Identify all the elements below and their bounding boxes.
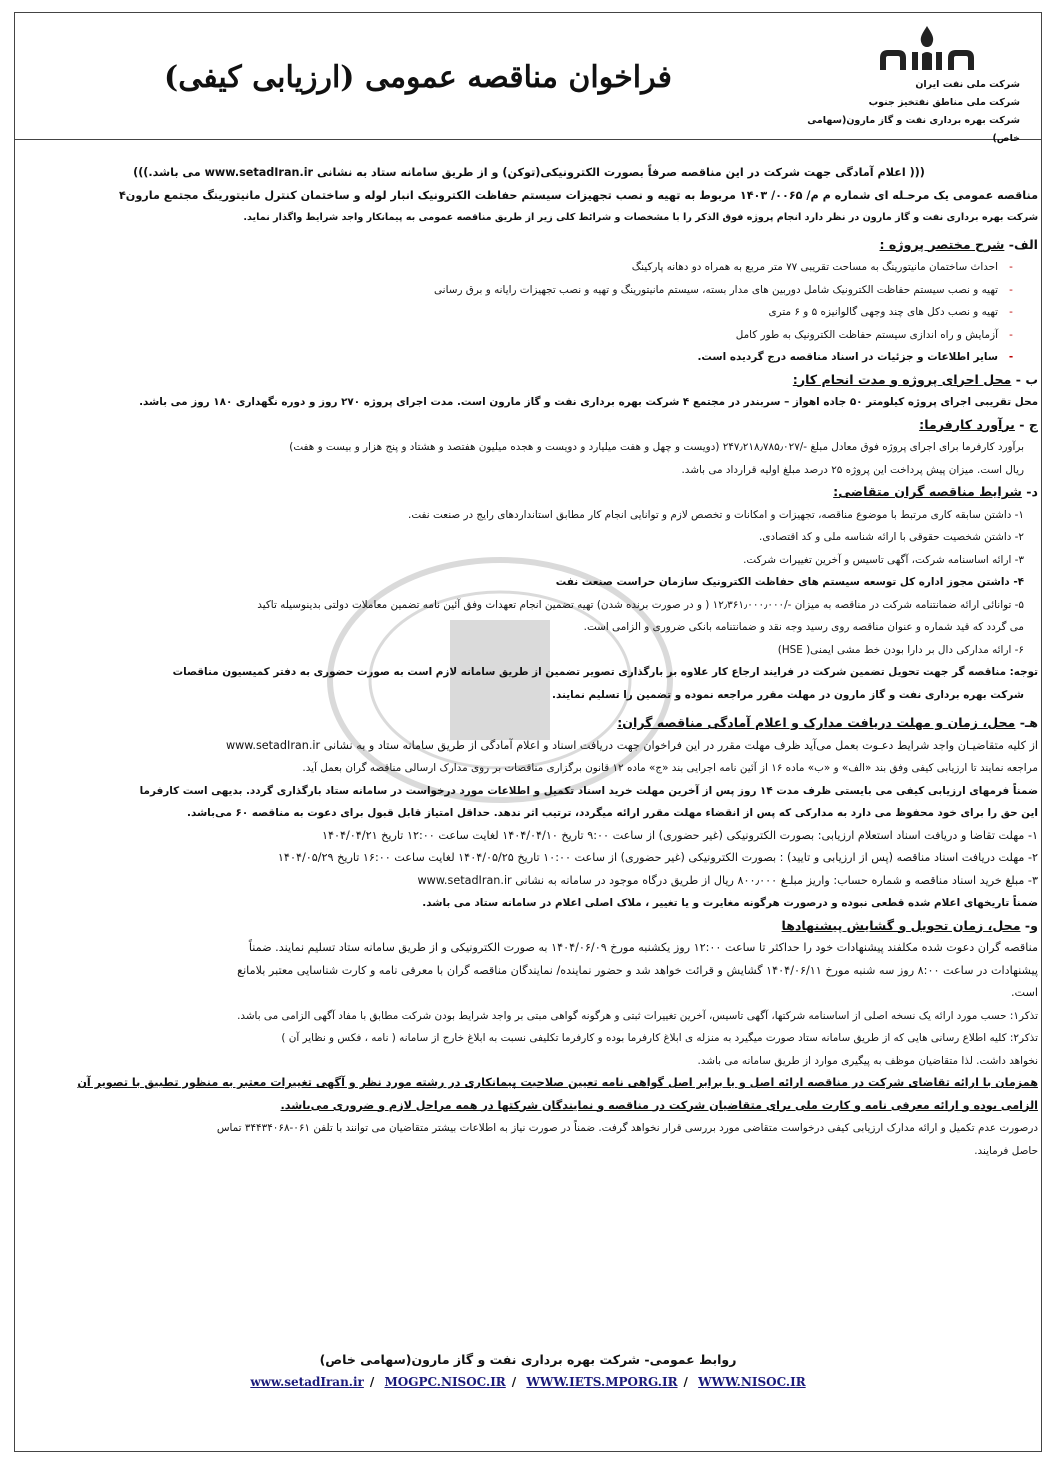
section-h-prefix: هـ- [1015, 715, 1038, 730]
footer-links [14, 1375, 1042, 1389]
section-b-text: محل تقریبی اجرای پروژه کیلومتر ۵۰ جاده اهواز – سربندر در مجتمع ۴ شرکت بهره برداری نفت و گاز مارون است. مدت اجرای پروژه ۲۷۰ روز و دوره نگهداری ۱۸۰ روز می باشد. [139, 396, 1038, 408]
section-h-paragraph-3: ضمناً فرمهای ارزیابی کیفی می بایستی ظرف مدت ۱۴ روز پس از آخرین مهلت خرید اسناد تکمیل و اطلاعات مورد درخواست در سامانه ستاد بارگذاری گردد. بدیهی است کارفرما [139, 784, 1038, 797]
section-c-prefix: ج - [1014, 416, 1038, 432]
section-h-deadline-2: ۲- مهلت دریافت اسناد مناقصه (پس از ارزیابی و تایید) : بصورت الکترونیکی (غیر حضوری) از ساعت ۱۰:۰۰ تاریخ ۱۴۰۴/۰۵/۲۵ لغایت ساعت ۱۶:۰۰ تاریخ ۱۴۰۴/۰۵/۲۹ [277, 851, 1038, 864]
section-a-item-text: آزمایش و راه اندازی سیستم حفاظت الکترونیک به طور کامل [735, 328, 998, 341]
footer [14, 1352, 1042, 1389]
announcement-body [20, 162, 1038, 1162]
page-title: فراخوان مناقصه عمومی (ارزیابی کیفی) [164, 60, 672, 95]
section-v-paragraph-3: است. [1010, 986, 1038, 999]
section-d-item: ۱- داشتن سابقه کاری مرتبط با موضوع مناقصه، تجهیزات و امکانات و تخصص لازم و توانایی انجام کار مطابق استانداردهای رایج در صنعت نفت. [408, 508, 1024, 521]
section-h-deadline-1: ۱- مهلت تقاضا و دریافت اسناد استعلام ارزیابی: بصورت الکترونیکی (غیر حضوری) از ساعت ۹:۰۰ تاریخ ۱۴۰۴/۰۴/۱۰ لغایت ساعت ۱۲:۰۰ تاریخ ۱۴۰۴/۰۴/۲۱ [321, 828, 1038, 842]
nioc-logo-icon [872, 24, 982, 74]
section-v-note-2: تذکر۲: کلیه اطلاع رسانی هایی که از طریق سامانه ستاد صورت میگیرد به منزله ی ابلاغ کارفرما بوده و کارفرما تکلیفی نسبت به ابلاغ خارج از سامانه ( نامه ، فکس و نظایر آن ) [281, 1032, 1038, 1044]
bullet-dash-icon: - [1009, 283, 1013, 296]
section-a-item [20, 256, 1038, 279]
link-separator: / [369, 1375, 375, 1389]
section-a-prefix: الف- [1004, 236, 1038, 252]
intro-line-3: شرکت بهره برداری نفت و گاز مارون در نظر دارد انجام پروژه فوق الذکر را با مشخصات و شرائط کلی زیر از طریق مناقصه عمومی به پیمانکار واجد شرایط واگذار نماید. [243, 212, 1038, 223]
section-d-item: ۵- توانائی ارائه ضمانتنامه شرکت در مناقصه به میزان -/۱۲٫۳۶۱٫۰۰۰٫۰۰۰ ( و در صورت برنده شدن) تهیه تضمین انجام تعهدات وفق آئین نامه تضمین معاملات دولتی بدینوسیله تاکید [257, 598, 1024, 611]
section-a-item-text: تهیه و نصب دکل های چند وجهی گالوانیزه ۵ و ۶ متری [768, 306, 998, 318]
link-nisoc[interactable]: WWW.NISOC.IR [698, 1375, 806, 1389]
section-v-requirement-1: همزمان با ارائه تقاضای شرکت در مناقصه ارائه اصل و یا برابر اصل گواهی نامه تعیین صلاحیت پیمانکاری در رشته مورد نظر و آگهی تغییرات معتبر به منظور تطبیق با تصویر آن [77, 1076, 1038, 1089]
section-a-item-text: تهیه و نصب سیستم حفاظت الکترونیک شامل دوربین های مدار بسته، سیستم مانیتورینگ و تهیه و نصب تجهیزات رایانه و برق رسانی [434, 283, 998, 296]
section-v-ending-2: حاصل فرمایند. [974, 1144, 1038, 1157]
section-d-note-1: توجه: مناقصه گر جهت تحویل تضمین شرکت در فرایند ارجاع کار علاوه بر بارگذاری تصویر تضمین از طریق سامانه لازم است به صورت حضوری به دفتر کمیسیون مناقصات [172, 666, 1038, 678]
section-v-paragraph-2: پیشنهادات در ساعت ۸:۰۰ روز سه شنبه مورخ ۱۴۰۴/۰۶/۱۱ گشایش و قرائت خواهد شد و حضور نماینده/ نمایندگان مناقصه گران با معرفی نامه و کارت شناسایی معتبر بلامانع [237, 963, 1038, 977]
section-v-note-3: نخواهد داشت. لذا متقاضیان موظف به پیگیری موارد از طریق سامانه می باشد. [697, 1054, 1038, 1067]
section-d-item: ۶- ارائه مدارکی دال بر دارا بودن خط مشی ایمنی( HSE) [777, 643, 1024, 656]
section-a-item [20, 301, 1038, 324]
section-h-paragraph-4: این حق را برای خود محفوظ می دارد به مدارکی که پس از انقضاء مهلت مقرر ارائه میگردد، ترتیب اثر ندهد. حداقل امتیاز قابل قبول برای دعوت به مناقصه ۶۰ می‌باشد. [187, 807, 1038, 819]
section-h-notice: ضمناً تاریخهای اعلام شده قطعی نبوده و درصورت هرگونه مغایرت و یا تغییر ، ملاک اصلی اعلام در سامانه ستاد می باشد. [422, 897, 1038, 909]
section-a-item [20, 346, 1038, 369]
section-c-line-1: برآورد کارفرما برای اجرای پروژه فوق معادل مبلغ -/۲۴۷٫۲۱۸٫۷۸۵٫۰۲۷ (دویست و چهل و هفت میلیارد و دویست و هجده میلیون هفتصد و هشتاد و پنج هزار و بیست و هفت) [289, 441, 1024, 453]
section-a-item-text: سایر اطلاعات و جزئیات در اسناد مناقصه درج گردیده است. [697, 351, 998, 363]
bullet-dash-icon: - [1009, 306, 1013, 318]
section-v-prefix: و- [1020, 917, 1038, 933]
section-c-line-2: ریال است. میزان پیش پرداخت این پروژه ۲۵ درصد مبلغ اولیه قرارداد می باشد. [681, 463, 1024, 476]
section-c-heading [20, 414, 1038, 437]
section-d-item: ۳- ارائه اساسنامه شرکت، آگهی تاسیس و آخرین تغییرات شرکت. [743, 553, 1024, 566]
section-v-requirement-2: الزامی بوده و ارائه معرفی نامه و کارت ملی برای متقاضیان شرکت در مناقصه و نمایندگان شرکتها در همه مراحل لازم و ضروری می‌باشد. [280, 1098, 1038, 1112]
bullet-dash-icon: - [1009, 261, 1013, 273]
section-v-note-1: تذکر۱: حسب مورد ارائه یک نسخه اصلی از اساسنامه شرکتها، آگهی تاسیس، آخرین تغییرات ثبتی و هرگونه گواهی مبتی بر واجد شرایط بودن شرکت مطابق با مفاد آگهی الزامی می باشد. [237, 1009, 1038, 1022]
link-iets[interactable]: WWW.IETS.MPORG.IR [526, 1375, 678, 1389]
bullet-dash-icon: - [1009, 328, 1013, 341]
section-v-heading [20, 915, 1038, 938]
section-h-heading [20, 712, 1038, 735]
section-h-paragraph-1: از کلیه متقاضیـان واجد شرایط دعـوت بعمل می‌آید ظرف مهلت مقرر در این فراخوان جهت دریافت اسناد و اعلام آمادگی از طریق سامانه ستاد و به نشانی www.setadIran.ir [225, 738, 1038, 752]
intro-line-1: ((( اعلام آمادگی جهت شرکت در این مناقصه صرفاً بصورت الکترونیکی(توکن) و از طریق سامانه ستاد به نشانی www.setadIran.ir می باشد.))) [133, 166, 925, 179]
link-mogpc[interactable]: MOGPC.NISOC.IR [384, 1375, 506, 1389]
section-d-note-2: شرکت بهره برداری نفت و گاز مارون در مهلت مقرر مراجعه نموده و تضمین را تسلیم نمایند. [552, 688, 1024, 701]
section-v-title: محل، زمان تحویل و گشایش پیشنهادها [781, 917, 1021, 933]
public-relations-signature: روابط عمومی- شرکت بهره برداری نفت و گاز مارون(سهامی خاص) [319, 1352, 737, 1367]
section-b-title: محل اجرای پروژه و مدت انجام کار: [792, 371, 1012, 387]
link-separator: / [683, 1375, 688, 1389]
section-c-title: برآورد کارفرما: [919, 416, 1015, 432]
section-h-fee: ۳- مبلغ خرید اسناد مناقصه و شماره حساب: واریز مبلـغ ۸۰۰٫۰۰۰ ریال از طریق درگاه موجود در سامانه به نشانی www.setadIran.ir [417, 873, 1038, 887]
header [14, 12, 1042, 144]
link-separator: / [511, 1375, 517, 1389]
bullet-dash-icon: - [1008, 351, 1014, 363]
org-line-3: شرکت بهره برداری نفت و گاز مارون(سهامی خاص) [807, 115, 1020, 144]
section-d-item: می گردد که قید شماره و عنوان مناقصه روی رسید وجه نقد و ضمانتنامه بانکی ضروری و الزامی است. [583, 621, 1024, 633]
organization-block [790, 76, 1020, 148]
section-a-item-text: احداث ساختمان مانیتورینگ به مساحت تقریبی ۷۷ متر مربع به همراه دو دهانه پارکینگ [631, 261, 998, 273]
org-line-2: شرکت ملی مناطق نفتخیز جنوب [868, 97, 1020, 108]
section-h-title: محل، زمان و مهلت دریافت مدارک و اعلام آمادگی مناقصه گران: [617, 715, 1016, 730]
section-b-heading [20, 369, 1038, 392]
section-a-title: شرح مختصر پروژه : [879, 236, 1005, 252]
org-line-1: شرکت ملی نفت ایران [915, 79, 1020, 90]
section-v-paragraph-1: مناقصه گران دعوت شده مکلفند پیشنهادات خود را حداکثر تا ساعت ۱۲:۰۰ روز یکشنبه مورخ ۱۴۰۴/۰۶/۰۹ به صورت الکترونیکی و از طریق سامانه ستاد تسلیم نمایند. ضمناً [248, 941, 1038, 954]
section-d-heading [20, 481, 1038, 504]
section-a-item [20, 279, 1038, 302]
section-d-item: ۴- داشتن مجوز اداره کل توسعه سیستم های حفاظت الکترونیک سازمان حراست صنعت نفت [555, 576, 1024, 588]
section-b-prefix: ب - [1011, 371, 1038, 387]
section-v-ending-1: درصورت عدم تکمیل و ارائه مدارک ارزیابی کیفی درخواست متقاضی مورد بررسی قرار نخواهد گرفت. ضمناً در صورت نیاز به اطلاعات بیشتر متقاضیان می توانند با تلفن ۰۶۱-۳۴۴۳۴۰۶۸ تماس [216, 1122, 1038, 1134]
link-setadiran[interactable]: www.setadIran.ir [250, 1375, 364, 1389]
intro-line-2: مناقصه عمومی یک مرحـله ای شماره م م/ ۰۰۶۵/ ۱۴۰۳ مربوط به تهیه و نصب تجهیزات سیستم حفاظت الکترونیک انبار لوله و ساختمان کنترل مانیتورینگ مجتمع مارون۴ [118, 188, 1038, 202]
section-d-title: شرایط مناقصه گران متقاضی: [833, 484, 1022, 499]
section-d-prefix: د- [1021, 484, 1038, 499]
section-a-heading [20, 234, 1038, 257]
section-d-item: ۲- داشتن شخصیت حقوقی با ارائه شناسه ملی و کد اقتصادی. [759, 531, 1024, 543]
section-a-item [20, 324, 1038, 347]
section-h-paragraph-2: مراجعه نمایند تا ارزیابی کیفی وفق بند «الف» و «ب» ماده ۱۶ از آئین نامه اجرایی بند «ج» ماده ۱۲ قانون برگزاری مناقصات بر روی مدارک ارسالی مناقصه گران بعمل آید. [302, 762, 1038, 774]
